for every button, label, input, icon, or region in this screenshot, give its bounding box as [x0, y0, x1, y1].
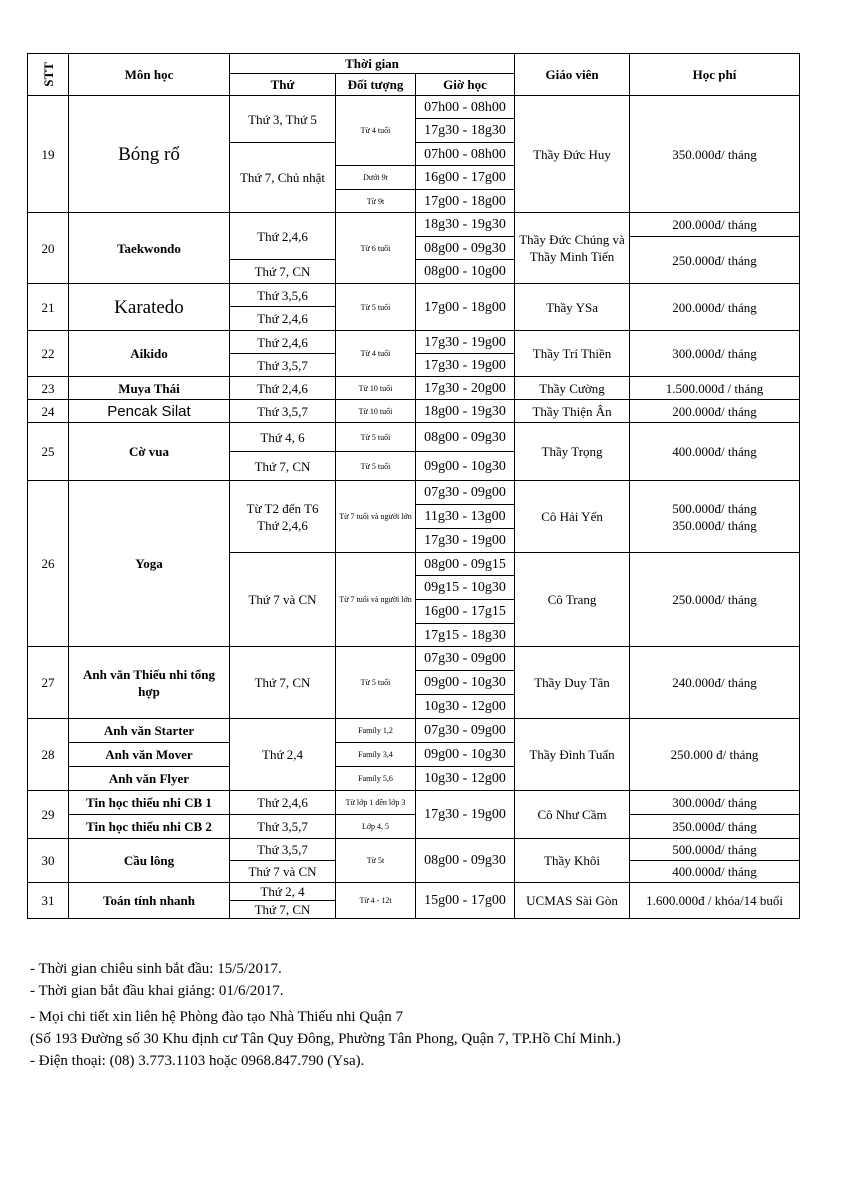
row-stt: 19: [28, 96, 69, 213]
row-teacher: UCMAS Sài Gòn: [515, 883, 630, 919]
row-day: Thứ 7 và CN: [230, 861, 336, 883]
row-fee: 300.000đ/ tháng: [630, 791, 800, 815]
row-target: Từ 6 tuổi: [336, 213, 416, 284]
row-teacher: Thầy Đình Tuấn: [515, 719, 630, 791]
row-hours: 09g00 - 10g30: [416, 671, 515, 695]
row-target: Lớp 4, 5: [336, 815, 416, 839]
row-teacher: Thầy YSa: [515, 284, 630, 331]
row-teacher: Thầy Khôi: [515, 839, 630, 883]
row-fee: 200.000đ/ tháng: [630, 213, 800, 237]
header-time-group: Thời gian: [230, 54, 515, 74]
row-hours: 17g30 - 18g30: [416, 119, 515, 143]
note-line: - Điện thoại: (08) 3.773.1103 hoặc 0968.847.790 (Ysa).: [30, 1053, 365, 1069]
row-subject: Anh văn Mover: [69, 743, 230, 767]
row-hours: 17g30 - 20g00: [416, 377, 515, 400]
row-hours: 08g00 - 09g15: [416, 553, 515, 576]
row-target: Từ 4 - 12t: [336, 883, 416, 919]
row-day: Thứ 3,5,7: [230, 815, 336, 839]
row-hours: 10g30 - 12g00: [416, 695, 515, 719]
row-target: Từ lớp 1 đến lớp 3: [336, 791, 416, 815]
row-fee: 1.500.000đ / tháng: [630, 377, 800, 400]
row-fee: 250.000đ/ tháng: [630, 237, 800, 284]
row-hours: 08g00 - 09g30: [416, 423, 515, 452]
row-subject: Toán tính nhanh: [69, 883, 230, 919]
row-hours: 18g00 - 19g30: [416, 400, 515, 423]
row-stt: 28: [28, 719, 69, 791]
table-row: [28, 423, 800, 452]
row-subject: Cầu lông: [69, 839, 230, 883]
row-fee-line: 350.000đ/ tháng: [672, 517, 757, 533]
row-fee: 200.000đ/ tháng: [630, 400, 800, 423]
row-subject: Anh văn Thiếu nhi tổng hợp: [69, 647, 230, 719]
row-subject: Karatedo: [69, 284, 230, 331]
row-target: Từ 9t: [336, 190, 416, 213]
row-target: Từ 10 tuổi: [336, 400, 416, 423]
schedule-table: [27, 53, 800, 919]
row-day: Thứ 7, CN: [230, 647, 336, 719]
row-hours: 07g30 - 09g00: [416, 481, 515, 505]
row-teacher: Thầy Thiện Ân: [515, 400, 630, 423]
note-line: - Thời gian chiêu sinh bắt đầu: 15/5/2017.: [30, 961, 282, 977]
header-hours: Giờ học: [416, 74, 515, 96]
row-hours: 07h00 - 08h00: [416, 96, 515, 119]
row-target: Từ 5 tuổi: [336, 284, 416, 331]
row-fee: 240.000đ/ tháng: [630, 647, 800, 719]
header-fee: Học phí: [630, 54, 800, 96]
row-target: Family 3,4: [336, 743, 416, 767]
row-subject: Yoga: [69, 481, 230, 647]
row-fee: 1.600.000đ / khóa/14 buổi: [630, 883, 800, 919]
row-hours: 11g30 - 13g00: [416, 505, 515, 529]
row-day: Thứ 7, CN: [230, 901, 336, 919]
table-row: [28, 213, 800, 237]
row-target: Từ 5t: [336, 839, 416, 883]
table-row: [28, 400, 800, 423]
row-fee: 300.000đ/ tháng: [630, 331, 800, 377]
row-hours: 17g00 - 18g00: [416, 284, 515, 331]
row-subject: Taekwondo: [69, 213, 230, 284]
row-teacher: Thầy Trí Thiền: [515, 331, 630, 377]
table-row: [28, 481, 800, 505]
row-hours: 15g00 - 17g00: [416, 883, 515, 919]
row-day: Thứ 7, CN: [230, 260, 336, 284]
row-day: Thứ 3, Thứ 5: [230, 96, 336, 143]
schedule-page: [27, 53, 799, 919]
row-subject: Anh văn Starter: [69, 719, 230, 743]
row-hours: 17g30 - 19g00: [416, 331, 515, 354]
row-stt: 20: [28, 213, 69, 284]
row-subject: Anh văn Flyer: [69, 767, 230, 791]
row-teacher: Thầy Duy Tân: [515, 647, 630, 719]
row-fee: 200.000đ/ tháng: [630, 284, 800, 331]
row-hours: 17g00 - 18g00: [416, 190, 515, 213]
row-target: Family 5,6: [336, 767, 416, 791]
table-row: [28, 719, 800, 743]
row-day: Thứ 7, CN: [230, 452, 336, 481]
row-teacher: Cô Trang: [515, 553, 630, 647]
row-target: Từ 5 tuổi: [336, 423, 416, 452]
row-day: Thứ 2,4,6: [230, 213, 336, 260]
row-teacher: Thầy Cường: [515, 377, 630, 400]
row-fee: 350.000đ/ tháng: [630, 96, 800, 213]
row-day: Thứ 2,4,6: [230, 307, 336, 331]
row-hours: 09g00 - 10g30: [416, 452, 515, 481]
row-day: Thứ 4, 6: [230, 423, 336, 452]
row-day: Thứ 2,4: [230, 719, 336, 791]
row-day: Thứ 3,5,6: [230, 284, 336, 307]
row-target: Dưới 9t: [336, 166, 416, 190]
row-fee: 500.000đ/ tháng: [630, 839, 800, 861]
row-hours: 07h00 - 08h00: [416, 143, 515, 166]
row-day-line: Thứ 2,4,6: [257, 517, 308, 533]
row-subject: Bóng rổ: [69, 96, 230, 213]
row-teacher: Thầy Đức Huy: [515, 96, 630, 213]
row-day: [230, 481, 336, 553]
row-day: Thứ 2,4,6: [230, 791, 336, 815]
row-hours: 18g30 - 19g30: [416, 213, 515, 237]
header-target: Đối tượng: [336, 74, 416, 96]
row-hours: 07g30 - 09g00: [416, 647, 515, 671]
note-line: - Mọi chi tiết xin liên hệ Phòng đào tạo Nhà Thiếu nhi Quận 7: [30, 1009, 403, 1025]
table-row: [28, 791, 800, 815]
table-row: [28, 883, 800, 901]
row-fee: 400.000đ/ tháng: [630, 861, 800, 883]
notes-block: [30, 958, 810, 1072]
header-subject: Môn học: [69, 54, 230, 96]
row-hours: 17g30 - 19g00: [416, 354, 515, 377]
table-row: [28, 839, 800, 861]
row-hours: 16g00 - 17g00: [416, 166, 515, 190]
row-hours: 08g00 - 10g00: [416, 260, 515, 284]
row-hours: 08g00 - 09g30: [416, 839, 515, 883]
row-fee: 400.000đ/ tháng: [630, 423, 800, 481]
header-day: Thứ: [230, 74, 336, 96]
table-row: [28, 377, 800, 400]
row-hours: 07g30 - 09g00: [416, 719, 515, 743]
row-subject: Tin học thiếu nhi CB 1: [69, 791, 230, 815]
row-day-line: Từ T2 đến T6: [246, 500, 319, 516]
row-subject: Cờ vua: [69, 423, 230, 481]
row-target: Từ 5 tuổi: [336, 452, 416, 481]
row-hours: 09g15 - 10g30: [416, 576, 515, 600]
row-subject: Pencak Silat: [69, 400, 230, 423]
row-fee: [630, 481, 800, 553]
row-teacher: Thầy Đức Chúng và Thầy Minh Tiến: [515, 213, 630, 284]
row-day: Thứ 2, 4: [230, 883, 336, 901]
row-day: Thứ 3,5,7: [230, 400, 336, 423]
row-day: Thứ 3,5,7: [230, 354, 336, 377]
row-day: Thứ 2,4,6: [230, 377, 336, 400]
row-day: Thứ 2,4,6: [230, 331, 336, 354]
row-target: Từ 4 tuổi: [336, 96, 416, 166]
row-stt: 25: [28, 423, 69, 481]
row-subject: Muya Thái: [69, 377, 230, 400]
row-hours: 09g00 - 10g30: [416, 743, 515, 767]
table-row: [28, 96, 800, 119]
row-stt: 22: [28, 331, 69, 377]
row-day: Thứ 7, Chủ nhật: [230, 143, 336, 213]
row-target: Từ 7 tuổi và người lớn: [336, 553, 416, 647]
row-hours: 16g00 - 17g15: [416, 600, 515, 624]
row-stt: 23: [28, 377, 69, 400]
row-hours: 17g15 - 18g30: [416, 624, 515, 647]
row-day: Thứ 3,5,7: [230, 839, 336, 861]
row-stt: 26: [28, 481, 69, 647]
row-target: Từ 5 tuổi: [336, 647, 416, 719]
table-row: [28, 647, 800, 671]
row-stt: 30: [28, 839, 69, 883]
row-target: Family 1,2: [336, 719, 416, 743]
row-subject: Aikido: [69, 331, 230, 377]
row-teacher: Thầy Trọng: [515, 423, 630, 481]
row-hours: 17g30 - 19g00: [416, 791, 515, 839]
row-fee-line: 500.000đ/ tháng: [672, 500, 757, 516]
row-hours: 10g30 - 12g00: [416, 767, 515, 791]
row-hours: 08g00 - 09g30: [416, 237, 515, 260]
row-fee: 250.000 đ/ tháng: [630, 719, 800, 791]
table-row: [28, 284, 800, 307]
row-hours: 17g30 - 19g00: [416, 529, 515, 553]
row-target: Từ 10 tuổi: [336, 377, 416, 400]
row-day: Thứ 7 và CN: [230, 553, 336, 647]
note-line: - Thời gian bắt đầu khai giảng: 01/6/2017.: [30, 983, 284, 999]
row-fee: 250.000đ/ tháng: [630, 553, 800, 647]
row-stt: 31: [28, 883, 69, 919]
row-teacher: Cô Hải Yến: [515, 481, 630, 553]
row-stt: 29: [28, 791, 69, 839]
row-teacher: Cô Như Cầm: [515, 791, 630, 839]
table-row: [28, 331, 800, 354]
row-fee: 350.000đ/ tháng: [630, 815, 800, 839]
row-target: Từ 7 tuổi và người lớn: [336, 481, 416, 553]
note-line: (Số 193 Đường số 30 Khu định cư Tân Quy Đông, Phường Tân Phong, Quận 7, TP.Hồ Chí Minh.): [30, 1031, 621, 1047]
header-teacher: Giáo viên: [515, 54, 630, 96]
row-stt: 21: [28, 284, 69, 331]
header-stt: STT: [28, 54, 69, 96]
row-subject: Tin học thiếu nhi CB 2: [69, 815, 230, 839]
row-stt: 27: [28, 647, 69, 719]
row-stt: 24: [28, 400, 69, 423]
row-target: Từ 4 tuổi: [336, 331, 416, 377]
